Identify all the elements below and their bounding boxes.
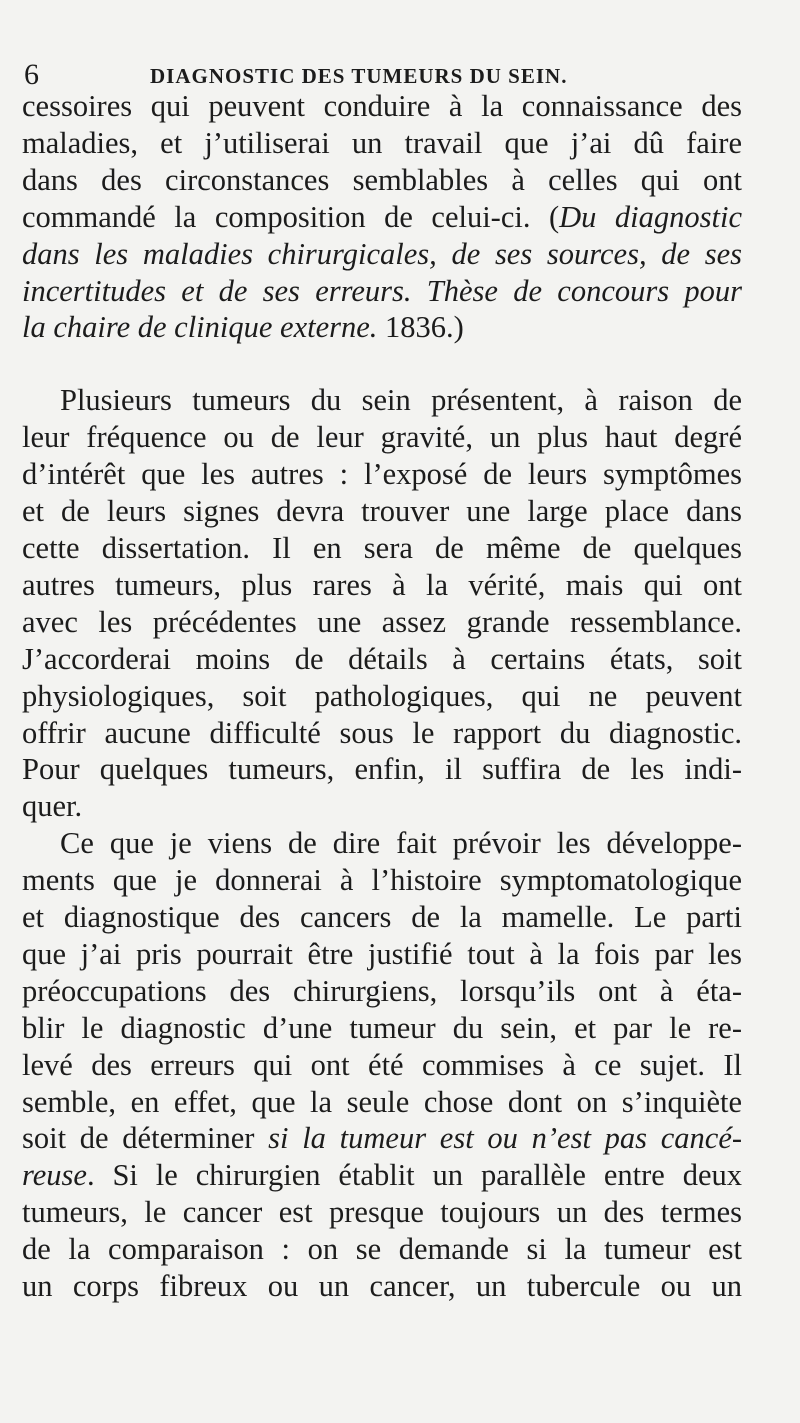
text-run: 1836.) bbox=[377, 310, 464, 345]
text-line: cessoires qui peuvent conduire à la connaissance des bbox=[22, 89, 742, 123]
text-run: commandé la composition de celui-ci. ( bbox=[22, 199, 560, 234]
text-line bbox=[22, 199, 742, 236]
text-line: cette dissertation. Il en sera de même de quelques bbox=[22, 530, 742, 565]
text-line: avec les précédentes une assez grande ressemblance. bbox=[22, 604, 742, 639]
text-line: un corps fibreux ou un cancer, un tubercule ou un bbox=[22, 1269, 742, 1304]
text-line: quer. bbox=[22, 789, 83, 824]
text-line: blir le diagnostic d’une tumeur du sein, et par le re- bbox=[22, 1010, 742, 1045]
text-line: ments que je donnerai à l’histoire symptomatologique bbox=[22, 863, 742, 898]
text-line: que j’ai pris pourrait être justifié tout à la fois par les bbox=[22, 936, 742, 971]
paragraph-1 bbox=[22, 88, 742, 346]
text-line: Pour quelques tumeurs, enfin, il suffira de les indi- bbox=[22, 752, 742, 787]
italic-title: dans les maladies chirurgicales, de ses sources, de ses bbox=[22, 236, 742, 271]
paragraph-2 bbox=[22, 382, 742, 825]
text-run: . Si le chirurgien établit un parallèle entre deux bbox=[86, 1158, 742, 1193]
text-line: levé des erreurs qui ont été commises à ce sujet. Il bbox=[22, 1047, 742, 1082]
running-title: DIAGNOSTIC DES TUMEURS DU SEIN. bbox=[150, 64, 568, 88]
text-line: de la comparaison : on se demande si la tumeur est bbox=[22, 1232, 742, 1267]
text-line: Plusieurs tumeurs du sein présentent, à raison de bbox=[60, 383, 742, 418]
italic-phrase: reuse bbox=[22, 1158, 87, 1193]
text-line: offrir aucune difficulté sous le rapport du diagnostic. bbox=[22, 715, 742, 750]
text-line: autres tumeurs, plus rares à la vérité, mais qui ont bbox=[22, 567, 742, 602]
text-line: dans des circonstances semblables à celles qui ont bbox=[22, 162, 742, 197]
paragraph-3 bbox=[22, 825, 742, 1305]
text-line: maladies, et j’utiliserai un travail que j’ai dû faire bbox=[22, 125, 742, 160]
text-line: d’intérêt que les autres : l’exposé de leurs symptômes bbox=[22, 457, 742, 492]
text-line: semble, en effet, que la seule chose dont on s’inquiète bbox=[22, 1084, 742, 1119]
text-run: soit de déterminer bbox=[22, 1121, 269, 1156]
text-line bbox=[22, 1120, 742, 1157]
italic-phrase: si la tumeur est ou n’est pas cancé- bbox=[268, 1121, 743, 1156]
text-line: et de leurs signes devra trouver une large place dans bbox=[22, 494, 742, 529]
text-line bbox=[22, 273, 742, 310]
italic-title: la chaire de clinique externe. bbox=[22, 310, 378, 345]
italic-title: Du diagnostic bbox=[559, 199, 742, 234]
text-line: physiologiques, soit pathologiques, qui ne peuvent bbox=[22, 678, 742, 713]
text-line: préoccupations des chirurgiens, lorsqu’ils ont à éta- bbox=[22, 973, 742, 1008]
text-line: Ce que je viens de dire fait prévoir les développe- bbox=[60, 826, 742, 861]
text-line: leur fréquence ou de leur gravité, un plus haut degré bbox=[22, 420, 742, 455]
text-line: tumeurs, le cancer est presque toujours un des termes bbox=[22, 1195, 742, 1230]
text-line bbox=[22, 1157, 742, 1194]
page-header bbox=[22, 52, 742, 91]
text-line: J’accorderai moins de détails à certains états, soit bbox=[22, 641, 742, 676]
text-line bbox=[22, 236, 742, 273]
page-number: 6 bbox=[24, 58, 39, 91]
italic-title: incertitudes et de ses erreurs. Thèse de concours pour bbox=[22, 273, 742, 308]
text-line: et diagnostique des cancers de la mamelle. Le parti bbox=[22, 900, 742, 935]
text-line bbox=[22, 309, 742, 346]
